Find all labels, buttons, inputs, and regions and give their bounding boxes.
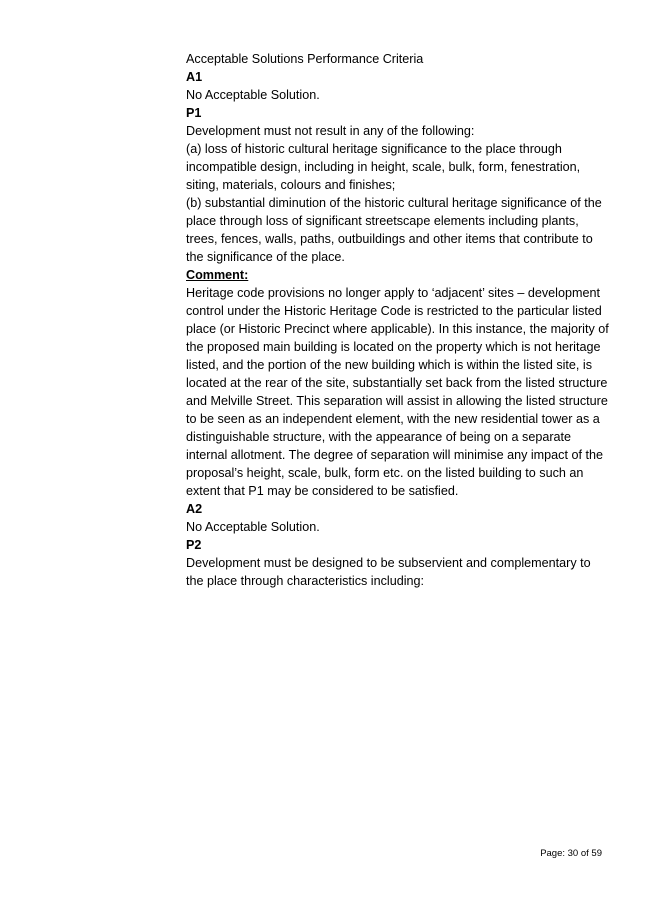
criterion-p2-label: P2 — [186, 538, 202, 552]
criterion-p1-intro: Development must not result in any of the following: — [186, 124, 475, 138]
document-body — [186, 50, 610, 590]
comment-text: Heritage code provisions no longer apply to ‘adjacent’ sites – development control under the Historic Heritage Code is restricted to the particular listed place (or Historic Precinct where applicable). In this instance, the majority of the proposed main building is located on the property which is not heritage listed, and the portion of the new building which is within the listed site, is located at the rear of the site, substantially set back from the listed structure and Melville Street. This separation will assist in allowing the listed structure to be seen as an independent element, with the new residential tower as a distinguishable structure, with the appearance of being on a separate internal allotment. The degree of separation will minimise any impact of the proposal’s height, scale, bulk, form etc. on the listed building to such an extent that P1 may be considered to be satisfied. — [186, 286, 609, 498]
criterion-a1-text: No Acceptable Solution. — [186, 88, 320, 102]
page-number: Page: 30 of 59 — [540, 848, 602, 859]
criterion-p2-intro: Development must be designed to be subservient and complementary to the place through characteristics including: — [186, 556, 591, 588]
criterion-p1-label: P1 — [186, 106, 202, 120]
criterion-a2-label: A2 — [186, 502, 203, 516]
section-header-line: Acceptable Solutions Performance Criteria — [186, 52, 424, 66]
criterion-a2-text: No Acceptable Solution. — [186, 520, 320, 534]
criterion-p1-item-b: (b) substantial diminution of the historic cultural heritage significance of the place through loss of significant streetscape elements including plants, trees, fences, walls, paths, outbuildings and other items that contribute to the significance of the place. — [186, 196, 602, 264]
criterion-p1-item-a: (a) loss of historic cultural heritage significance to the place through incompatible design, including in height, scale, bulk, form, fenestration, siting, materials, colours and finishes; — [186, 142, 581, 192]
comment-heading: Comment: — [186, 268, 249, 282]
criterion-a1-label: A1 — [186, 70, 203, 84]
